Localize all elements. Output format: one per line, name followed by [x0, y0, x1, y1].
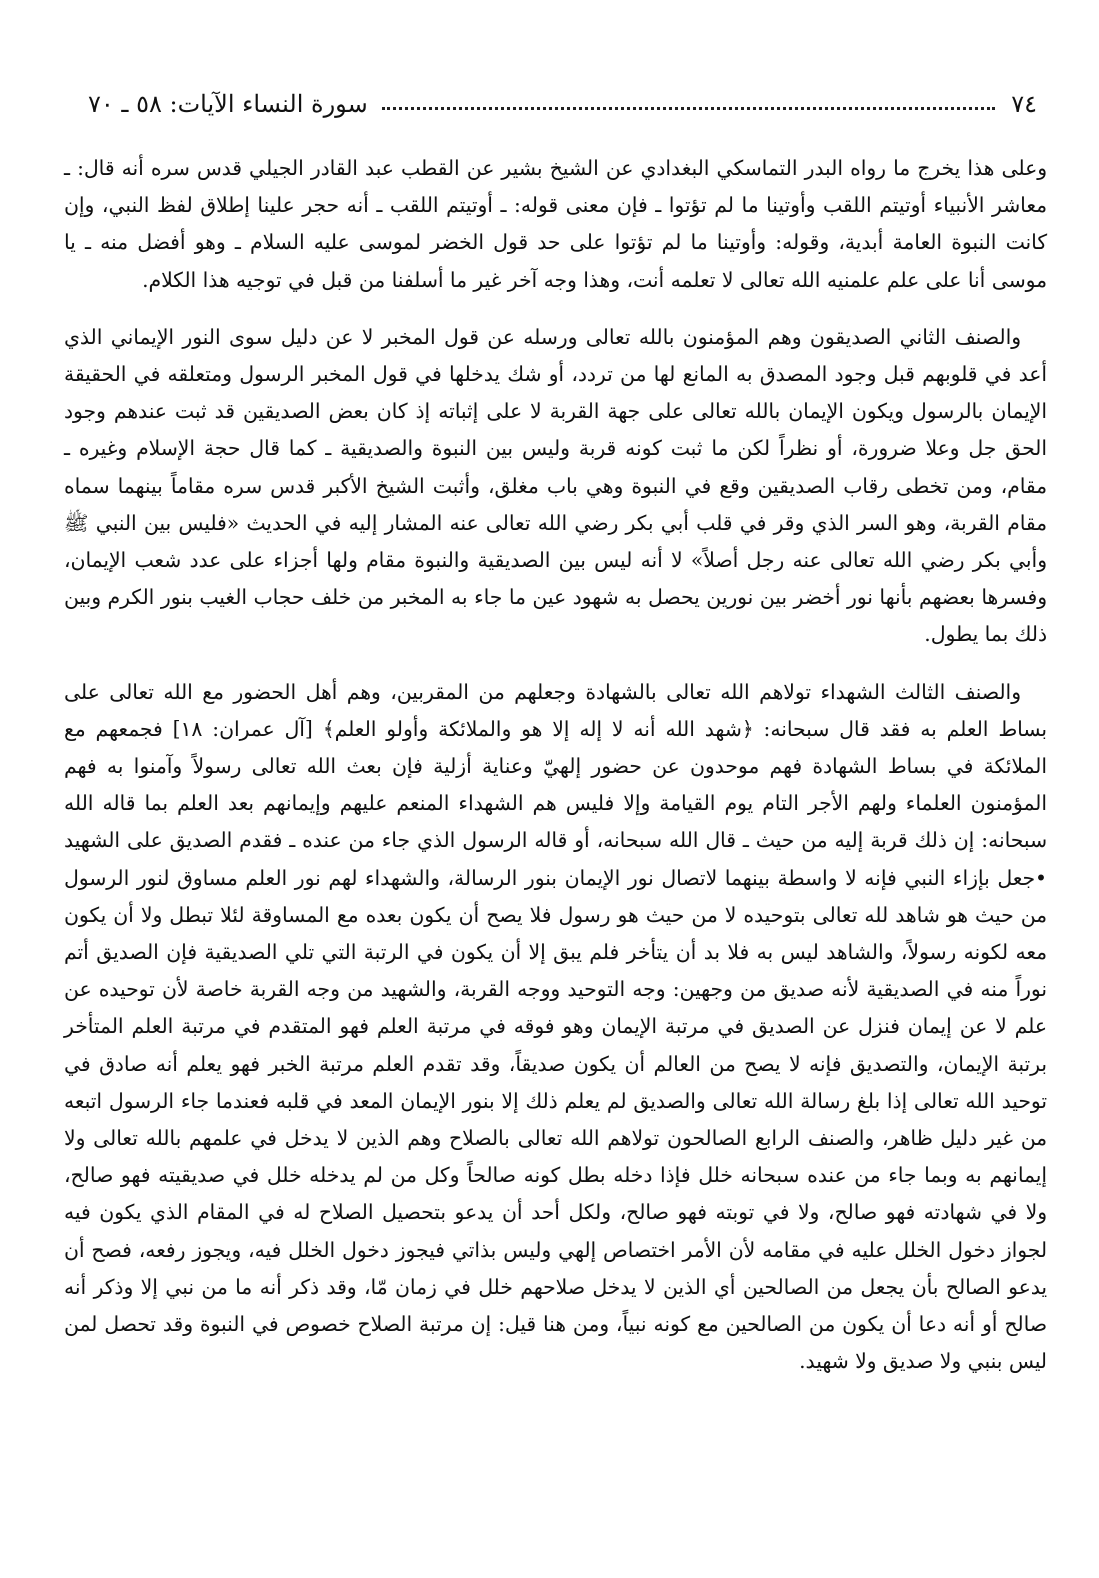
header-dotted-rule [382, 107, 996, 110]
page-header [88, 86, 1037, 122]
paragraph-3: والصنف الثالث الشهداء تولاهم الله تعالى بالشهادة وجعلهم من المقربين، وهم أهل الحضور مع الله تعالى على بساط العلم به فقد قال سبحانه: ﴿شهد الله أنه لا إله إلا هو والملائكة وأولو العلم﴾ [آل عمران: ١٨] فجمعهم مع الملائكة في بساط الشهادة فهم موحدون عن حضور إلهيّ وعناية أزلية فإن بعث الله تعالى رسولاً وآمنوا به فهم المؤمنون العلماء ولهم الأجر التام يوم القيامة وإلا فليس هم الشهداء المنعم عليهم وإيمانهم بعد العلم بما قاله الله سبحانه: إن ذلك قربة إليه من حيث ـ قال الله سبحانه، أو قاله الرسول الذي جاء من عنده ـ فقدم الصديق على الشهيد •جعل بإزاء النبي فإنه لا واسطة بينهما لاتصال نور الإيمان بنور الرسالة، والشهداء لهم نور العلم مساوق لنور الرسول من حيث هو شاهد لله تعالى بتوحيده لا من حيث هو رسول فلا يصح أن يكون بعده مع المساوقة لئلا تبطل ولا أن يكون معه لكونه رسولاً، والشاهد ليس به فلا بد أن يتأخر فلم يبق إلا أن يكون في الرتبة التي تلي الصديقية فإن الصديق أتم نوراً منه في الصديقية لأنه صديق من وجهين: وجه التوحيد ووجه القربة، والشهيد من وجه القربة خاصة لأن توحيده عن علم لا عن إيمان فنزل عن الصديق في مرتبة الإيمان وهو فوقه في مرتبة العلم فهو المتقدم في مرتبة العلم المتأخر برتبة الإيمان، والتصديق فإنه لا يصح من العالم أن يكون صديقاً، وقد تقدم العلم مرتبة الخبر فهو يعلم أنه صادق في توحيد الله تعالى إذا بلغ رسالة الله تعالى والصديق لم يعلم ذلك إلا بنور الإيمان المعد في قلبه فعندما جاء الرسول اتبعه من غير دليل ظاهر، والصنف الرابع الصالحون تولاهم الله تعالى بالصلاح وهم الذين لا يدخل في علمهم بالله تعالى ولا إيمانهم به وبما جاء من عنده سبحانه خلل فإذا دخله بطل كونه صالحاً وكل من لم يدخله خلل في صديقيته فهو صالح، ولا في شهادته فهو صالح، ولا في توبته فهو صالح، ولكل أحد أن يدعو بتحصيل الصلاح له في المقام الذي يكون فيه لجواز دخول الخلل عليه في مقامه لأن الأمر اختصاص إلهي وليس بذاتي فيجوز دخول الخلل فيه، ويجوز رفعه، فصح أن يدعو الصالح بأن يجعل من الصالحين أي الذين لا يدخل صلاحهم خلل في زمان مّا، وقد ذكر أنه ما من نبي إلا وذكر أنه صالح أو أنه دعا أن يكون من الصالحين مع كونه نبياً، ومن هنا قيل: إن مرتبة الصلاح خصوص في النبوة وقد تحصل لمن ليس بنبي ولا صديق ولا شهيد. [64, 679, 1048, 1374]
paragraph-2: والصنف الثاني الصديقون وهم المؤمنون بالله تعالى ورسله عن قول المخبر لا عن دليل سوى النور الإيماني الذي أعد في قلوبهم قبل وجود المصدق به المانع لها من تردد، أو شك يدخلها في قول المخبر الرسول ومتعلقه في الحقيقة الإيمان بالرسول ويكون الإيمان بالله تعالى على جهة القربة لا على إثباته إذ كان بعض الصديقين قد ثبت عندهم وجود الحق جل وعلا ضرورة، أو نظراً لكن ما ثبت كونه قربة وليس بين النبوة والصديقية ـ كما قال حجة الإسلام وغيره ـ مقام، ومن تخطى رقاب الصديقين وقع في النبوة وهي باب مغلق، وأثبت الشيخ الأكبر قدس سره مقاماً بينهما سماه مقام القربة، وهو السر الذي وقر في قلب أبي بكر رضي الله تعالى عنه المشار إليه في الحديث «فليس بين النبي ﷺ وأبي بكر رضي الله تعالى عنه رجل أصلاً» لا أنه ليس بين الصديقية والنبوة مقام ولها أجزاء على عدد شعب الإيمان، وفسرها بعضهم بأنها نور أخضر بين نورين يحصل به شهود عين ما جاء به المخبر من خلف حجاب الغيب بنور الكرم وبين ذلك بما يطول. [64, 324, 1047, 647]
running-title: سورة النساء الآيات: ٥٨ ـ ٧٠ [88, 90, 368, 118]
page-number: ٧٤ [1011, 90, 1037, 118]
paragraph-1: وعلى هذا يخرج ما رواه البدر التماسكي البغدادي عن الشيخ بشير عن القطب عبد القادر الجيلي قدس سره أنه قال: ـ معاشر الأنبياء أوتيتم اللقب وأوتينا ما لم تؤتوا ـ فإن معنى قوله: ـ أوتيتم اللقب ـ أنه حجر علينا إطلاق لفظ النبي، وإن كانت النبوة العامة أبدية، وقوله: وأوتينا ما لم تؤتوا على حد قول الخضر لموسى عليه السلام ـ وهو أفضل منه ـ يا موسى أنا على علم علمنيه الله تعالى لا تعلمه أنت، وهذا وجه آخر غير ما أسلفنا من قبل في توجيه هذا الكلام. [64, 156, 1047, 292]
page-body [64, 150, 1047, 1381]
